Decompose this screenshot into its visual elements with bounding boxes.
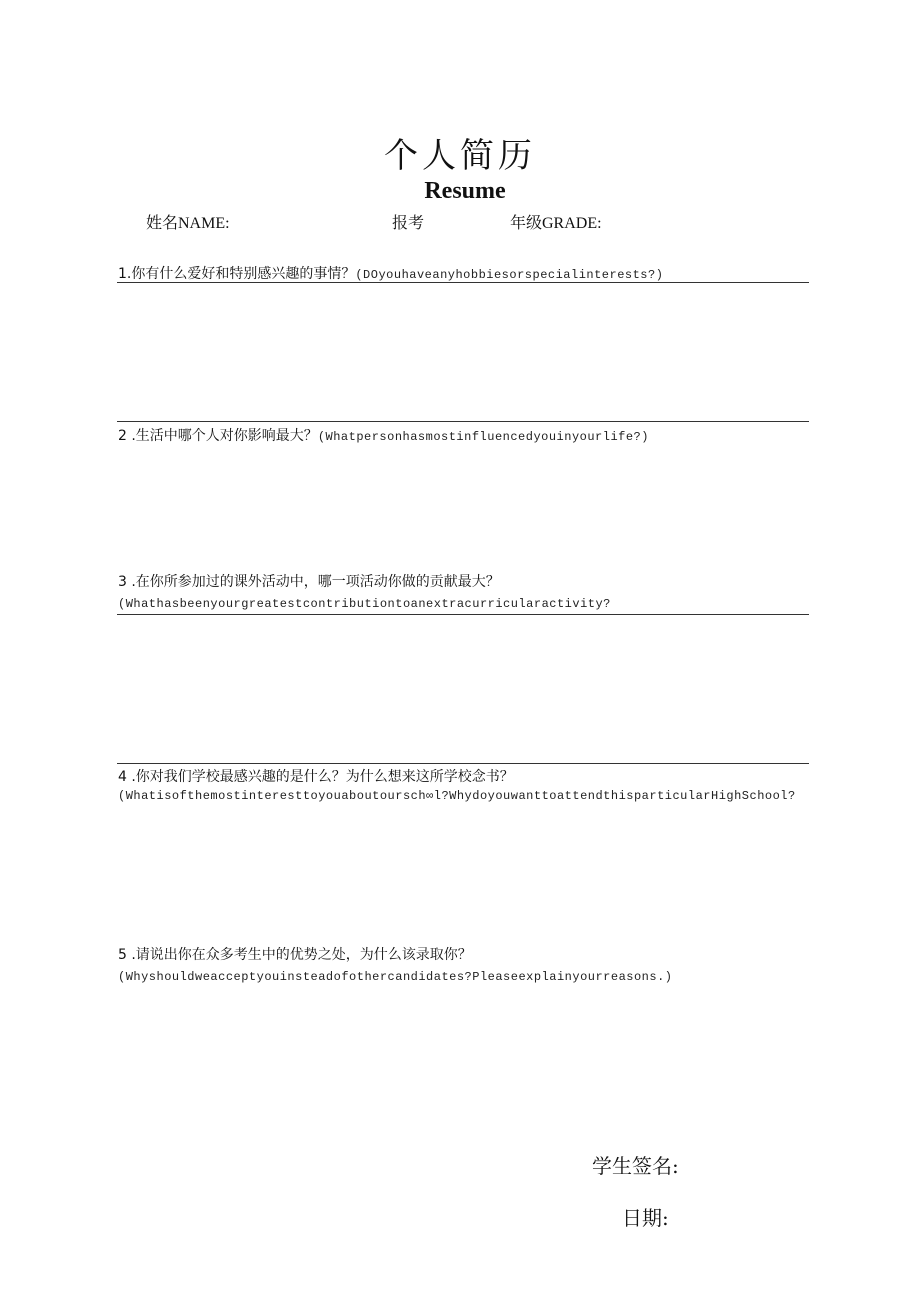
question-2-cn: 2 .生活中哪个人对你影响最大？ bbox=[118, 428, 318, 444]
question-2-en: (Whatpersonhasmostinfluencedyouinyourlife?) bbox=[317, 430, 649, 444]
page-title-chinese: 个人简历 bbox=[384, 136, 536, 176]
divider-line bbox=[117, 421, 809, 422]
divider-line bbox=[117, 614, 809, 615]
date-label: 日期: bbox=[622, 1206, 669, 1230]
question-1-en: (DOyouhaveanyhobbiesorspecialinterests?) bbox=[355, 268, 664, 282]
divider-line bbox=[117, 763, 809, 764]
question-3-en: (Whathasbeenyourgreatestcontributiontoanextracurricularactivity? bbox=[118, 597, 611, 611]
question-1 bbox=[118, 263, 663, 283]
question-3-cn: 3 .在你所参加过的课外活动中，哪一项活动你做的贡献最大？ bbox=[118, 574, 500, 590]
question-1-cn: 1.你有什么爱好和特别感兴趣的事情？ bbox=[118, 266, 356, 282]
name-field-label: 姓名NAME: bbox=[146, 215, 230, 232]
question-5-en: (Whyshouldweacceptyouinsteadofothercandidates?Pleaseexplainyourreasons.) bbox=[118, 970, 673, 984]
question-5-cn: 5 .请说出你在众多考生中的优势之处，为什么该录取你？ bbox=[118, 947, 472, 963]
grade-field-label: 年级GRADE: bbox=[510, 215, 602, 232]
question-2 bbox=[118, 425, 649, 445]
question-4-cn: 4 .你对我们学校最感兴趣的是什么？为什么想来这所学校念书？ bbox=[118, 769, 514, 785]
question-4-en: (Whatisofthemostinteresttoyouaboutoursch∞l?WhydoyouwanttoattendthisparticularHighSchool? bbox=[118, 789, 796, 803]
page-title-english: Resume bbox=[424, 178, 506, 204]
student-signature-label: 学生签名: bbox=[592, 1154, 679, 1178]
divider-line bbox=[117, 282, 809, 283]
apply-field-label: 报考 bbox=[392, 215, 425, 232]
